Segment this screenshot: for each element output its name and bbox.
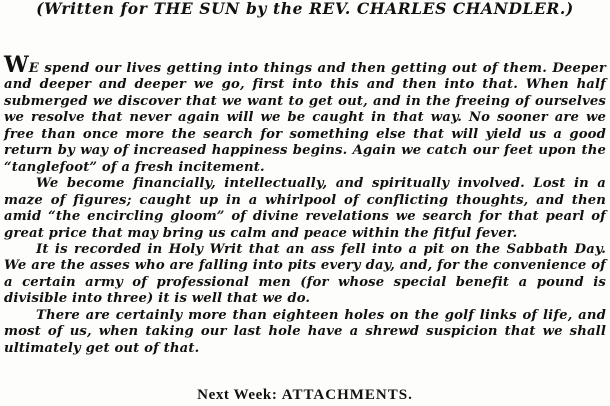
paragraph-1-opening: E spend our lives getting into things and then getting out of them.: [28, 61, 548, 76]
next-week-title: ATTACHMENTS.: [281, 387, 413, 403]
paragraph-3: It is recorded in Holy Writ that an ass fell into a pit on the Sabbath Day. We are the asses who are falling into pits every day, and, for the convenience of a certain army of professional men (for whose special benefit a pound is divisible into three) it is well that we do.: [4, 241, 606, 307]
paragraph-1-rest: Deeper and deeper and deeper we go, first into this and then into that. When half submerged we discover that we want to get out, and in the freeing of ourselves we resolve that never again will we be caught in that way. No sooner are we free than once more the search for something else that will yield us a good return by way of increased happiness begins. Again we catch our feet upon the “tanglefoot” of a fresh incitement.: [4, 61, 606, 175]
paragraph-1: [4, 52, 606, 176]
article-body: [4, 52, 606, 357]
paragraph-2: We become financially, intellectually, and spiritually involved. Lost in a maze of figures; caught up in a whirlpool of conflicting thoughts, and then amid “the encircling gloom” of divine revelations we search for that pearl of great price that may bring us calm and peace within the fitful fever.: [4, 176, 606, 241]
next-week-label: Next Week:: [197, 387, 278, 403]
drop-cap: W: [4, 52, 29, 78]
paragraph-4: There are certainly more than eighteen holes on the golf links of life, and most of us, when taking our last hole have a shrewd suspicion that we shall ultimately get out of that.: [4, 307, 606, 356]
byline: (Written for THE SUN by the REV. CHARLES CHANDLER.): [36, 0, 574, 18]
next-week-teaser: [0, 386, 610, 404]
